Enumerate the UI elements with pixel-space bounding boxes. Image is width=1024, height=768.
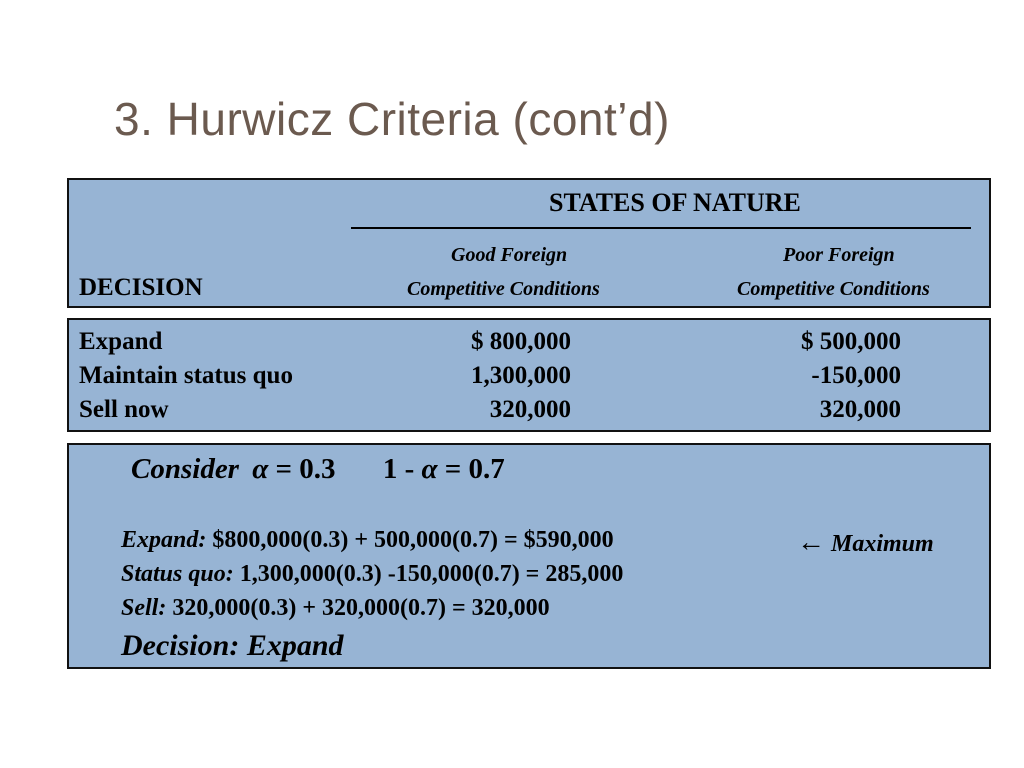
calc-line-label: Status quo: — [121, 561, 234, 587]
table-cell-good: 1,300,000 — [471, 362, 571, 389]
states-of-nature-label: STATES OF NATURE — [549, 188, 801, 217]
table-cell-poor: 320,000 — [819, 396, 901, 423]
calc-line-expand — [121, 527, 614, 554]
poor-competitive-label: Competitive Conditions — [737, 278, 930, 300]
maximum-marker — [797, 527, 934, 559]
final-decision: Decision: Expand — [121, 629, 344, 662]
calc-line-label: Sell: — [121, 595, 167, 621]
table-row-decision: Sell now — [79, 396, 169, 423]
states-of-nature-header — [67, 178, 991, 308]
good-competitive-label: Competitive Conditions — [407, 278, 600, 300]
left-arrow-icon: ← — [797, 527, 825, 558]
alpha-symbol: α — [421, 453, 438, 485]
payoff-table — [67, 318, 991, 432]
one-minus-alpha-value: = 0.7 — [444, 453, 505, 485]
calc-line-expr: $800,000(0.3) + 500,000(0.7) = $590,000 — [206, 527, 614, 553]
hurwicz-calculation — [67, 443, 991, 669]
header-rule — [351, 227, 971, 229]
decision-column-label: DECISION — [79, 274, 203, 301]
calc-line-expr: 1,300,000(0.3) -150,000(0.7) = 285,000 — [233, 561, 624, 587]
consider-label: Consider — [131, 453, 239, 485]
table-body — [79, 328, 969, 428]
good-foreign-label: Good Foreign — [451, 244, 568, 266]
table-row-decision: Maintain status quo — [79, 362, 293, 389]
poor-foreign-label: Poor Foreign — [783, 244, 895, 266]
slide-title: 3. Hurwicz Criteria (cont’d) — [114, 93, 670, 145]
alpha-value: = 0.3 — [275, 453, 336, 485]
table-cell-poor: $ 500,000 — [801, 328, 901, 355]
calc-line-expr: 320,000(0.3) + 320,000(0.7) = 320,000 — [166, 595, 550, 621]
calc-line-status-quo — [121, 561, 623, 588]
calc-line-sell — [121, 595, 550, 622]
table-cell-good: 320,000 — [489, 396, 571, 423]
table-row-decision: Expand — [79, 328, 163, 355]
alpha-definition — [131, 453, 505, 486]
alpha-symbol: α — [252, 453, 269, 485]
table-cell-poor: -150,000 — [811, 362, 901, 389]
table-cell-good: $ 800,000 — [471, 328, 571, 355]
one-minus-label: 1 - — [382, 453, 415, 485]
maximum-label: Maximum — [831, 531, 934, 557]
calc-line-label: Expand: — [121, 527, 207, 553]
